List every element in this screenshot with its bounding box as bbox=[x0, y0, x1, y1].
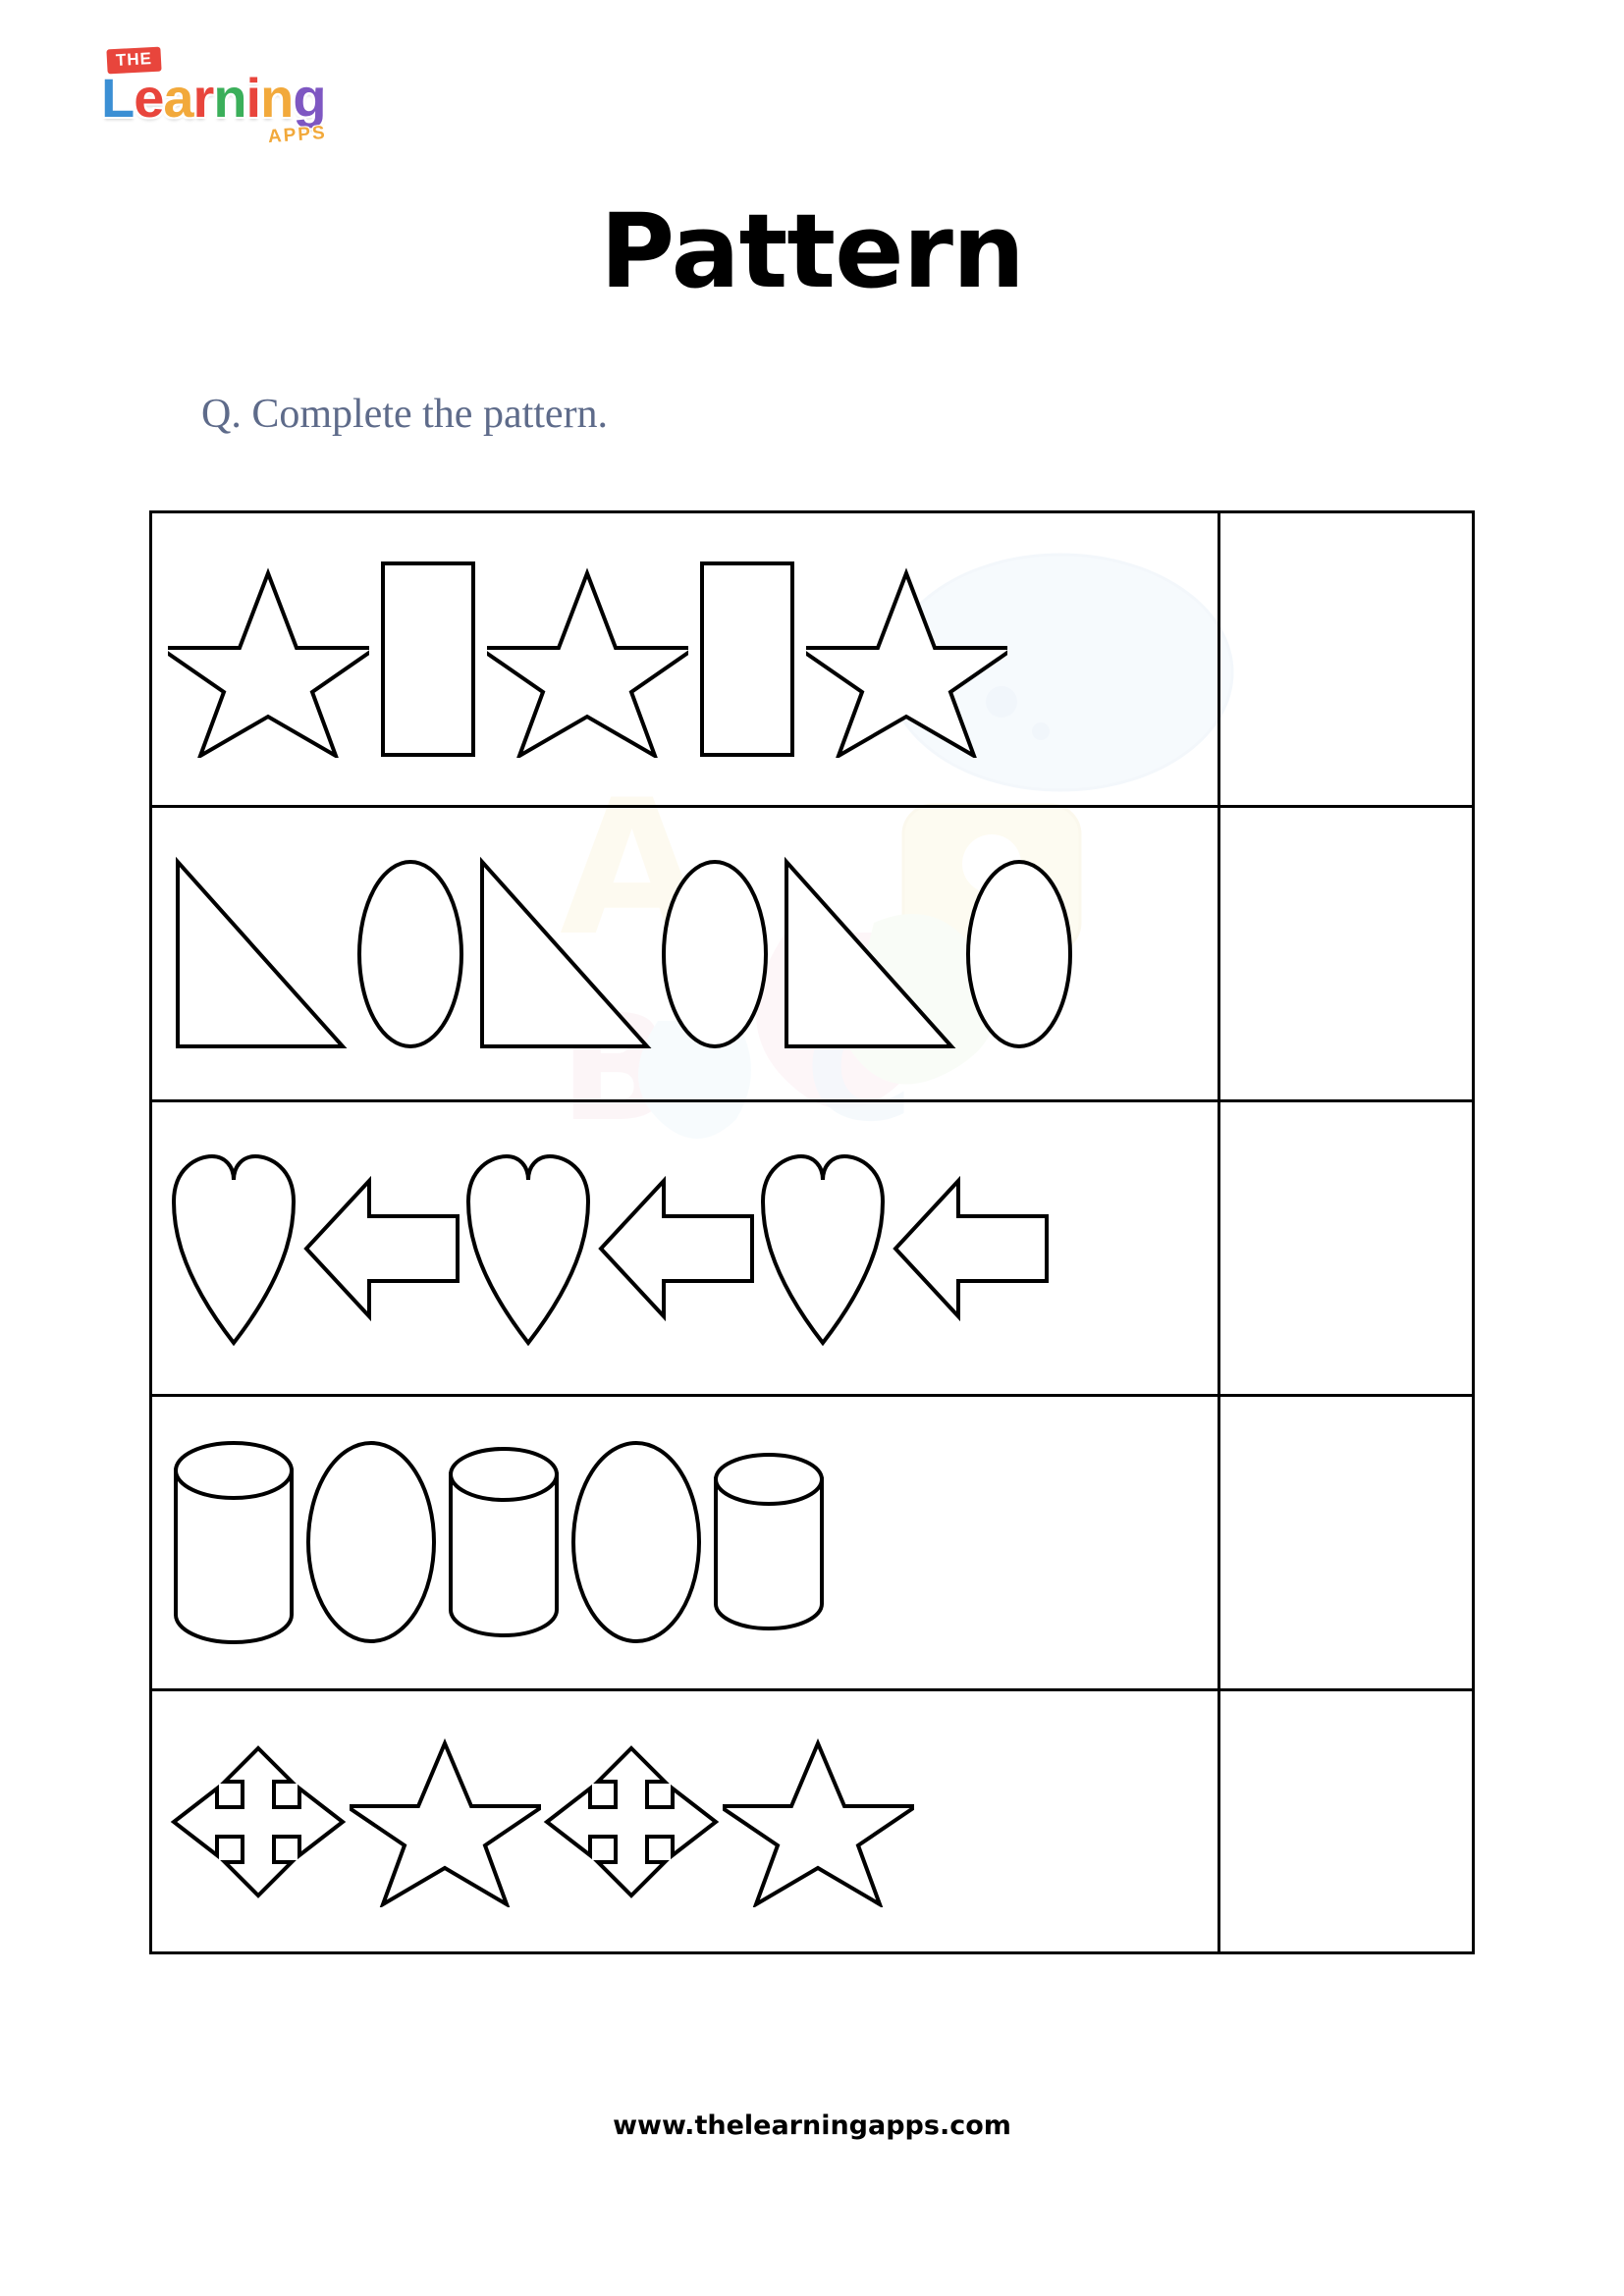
svg-text:C: C bbox=[805, 984, 914, 1154]
svg-text:A: A bbox=[560, 760, 705, 977]
pattern-sequence-row-5 bbox=[152, 1691, 1218, 1951]
table-row bbox=[152, 513, 1472, 808]
logo-wordmark: Learning bbox=[101, 67, 326, 129]
answer-cell-row-1[interactable] bbox=[1218, 513, 1472, 805]
shape-cylinder bbox=[443, 1445, 566, 1641]
shape-ellipse bbox=[958, 856, 1081, 1052]
shape-triangle bbox=[472, 856, 654, 1052]
shape-heart bbox=[757, 1150, 890, 1347]
shape-heart bbox=[168, 1150, 300, 1347]
shape-star bbox=[168, 561, 369, 758]
shape-triangle bbox=[777, 856, 958, 1052]
table-row bbox=[152, 1397, 1472, 1691]
pattern-sequence-row-2 bbox=[152, 808, 1218, 1099]
shape-star bbox=[806, 561, 1007, 758]
table-row bbox=[152, 808, 1472, 1102]
shape-ellipse bbox=[350, 856, 472, 1052]
shape-rectangle bbox=[369, 554, 487, 765]
answer-cell-row-4[interactable] bbox=[1218, 1397, 1472, 1688]
shape-heart bbox=[462, 1150, 595, 1347]
shape-left-arrow bbox=[300, 1175, 462, 1322]
shape-left-arrow bbox=[890, 1175, 1052, 1322]
answer-cell-row-2[interactable] bbox=[1218, 808, 1472, 1099]
pattern-sequence-row-3 bbox=[152, 1102, 1218, 1394]
logo-subtitle: APPS bbox=[267, 122, 328, 148]
shape-star bbox=[487, 561, 688, 758]
shape-ellipse bbox=[654, 856, 777, 1052]
answer-cell-row-3[interactable] bbox=[1218, 1102, 1472, 1394]
question-text: Q. Complete the pattern. bbox=[201, 392, 609, 437]
logo-badge: THE bbox=[106, 47, 161, 75]
answer-cell-row-5[interactable] bbox=[1218, 1691, 1472, 1951]
shape-star bbox=[350, 1735, 541, 1907]
shape-cylinder bbox=[168, 1437, 300, 1648]
shape-rectangle bbox=[688, 554, 806, 765]
shape-cylinder bbox=[708, 1452, 831, 1633]
table-row bbox=[152, 1102, 1472, 1397]
shape-left-arrow bbox=[595, 1175, 757, 1322]
page-title: Pattern bbox=[600, 191, 1024, 311]
footer-url: www.thelearningapps.com bbox=[613, 2110, 1011, 2141]
shape-triangle bbox=[168, 856, 350, 1052]
pattern-sequence-row-1 bbox=[152, 513, 1218, 805]
pattern-sequence-row-4 bbox=[152, 1397, 1218, 1688]
shape-four-way-arrow bbox=[168, 1743, 350, 1900]
shape-ellipse bbox=[300, 1437, 443, 1648]
worksheet-table bbox=[149, 510, 1475, 1954]
table-row bbox=[152, 1691, 1472, 1951]
shape-ellipse bbox=[566, 1437, 708, 1648]
logo bbox=[93, 44, 378, 157]
shape-star bbox=[723, 1735, 914, 1907]
shape-four-way-arrow bbox=[541, 1743, 723, 1900]
svg-text:B: B bbox=[560, 984, 673, 1154]
